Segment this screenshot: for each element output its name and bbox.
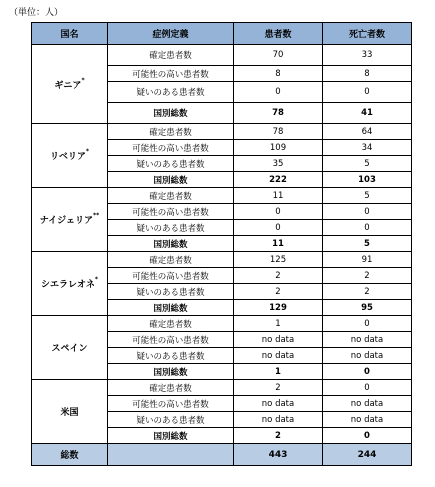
grand-total-row	[32, 444, 412, 466]
definition-cell: 確定患者数	[108, 124, 234, 140]
definition-cell: 可能性の高い患者数	[108, 140, 234, 156]
unit-note: （単位：人）	[9, 8, 64, 18]
country-cell	[32, 45, 108, 124]
header-deaths: 死亡者数	[323, 23, 412, 45]
patients-cell: 0	[234, 204, 323, 220]
definition-cell: 確定患者数	[108, 380, 234, 396]
patients-cell: 125	[234, 252, 323, 268]
total-patients-cell: 129	[234, 300, 323, 316]
total-label-cell: 国別総数	[108, 236, 234, 252]
grand-total-deaths: 244	[323, 444, 412, 466]
deaths-cell: 5	[323, 156, 412, 172]
patients-cell: 2	[234, 284, 323, 300]
country-footnote-mark: *	[81, 76, 85, 84]
table-row	[32, 188, 412, 204]
country-cell	[32, 380, 108, 444]
patients-cell: 11	[234, 188, 323, 204]
table-body	[32, 45, 412, 466]
patients-cell: 78	[234, 124, 323, 140]
definition-cell: 確定患者数	[108, 45, 234, 66]
total-label-cell: 国別総数	[108, 364, 234, 380]
definition-cell: 疑いのある患者数	[108, 412, 234, 428]
country-name: リベリア	[50, 152, 86, 162]
definition-cell: 疑いのある患者数	[108, 284, 234, 300]
deaths-cell: 33	[323, 45, 412, 66]
deaths-cell: 5	[323, 188, 412, 204]
country-name: シエラレオネ	[40, 280, 95, 290]
deaths-cell: no data	[323, 332, 412, 348]
deaths-cell: no data	[323, 348, 412, 364]
total-deaths-cell: 5	[323, 236, 412, 252]
country-footnote-mark: *	[94, 276, 99, 283]
table-row	[32, 380, 412, 396]
total-patients-cell: 11	[234, 236, 323, 252]
header-country: 国名	[32, 23, 108, 45]
deaths-cell: 0	[323, 220, 412, 236]
total-label-cell: 国別総数	[108, 428, 234, 444]
total-label-cell: 国別総数	[108, 300, 234, 316]
deaths-cell: 0	[323, 380, 412, 396]
country-name: ギニア	[54, 80, 82, 91]
definition-cell: 疑いのある患者数	[108, 220, 234, 236]
country-name: ナイジェリア	[39, 216, 93, 226]
patients-cell: 35	[234, 156, 323, 172]
grand-total-label: 総数	[32, 444, 108, 466]
deaths-cell: 2	[323, 284, 412, 300]
deaths-cell: no data	[323, 396, 412, 412]
total-patients-cell: 222	[234, 172, 323, 188]
patients-cell: no data	[234, 332, 323, 348]
definition-cell: 確定患者数	[108, 188, 234, 204]
total-patients-cell: 1	[234, 364, 323, 380]
table-row	[32, 252, 412, 268]
country-footnote-mark: *	[85, 148, 89, 155]
country-cell	[32, 316, 108, 380]
total-deaths-cell: 103	[323, 172, 412, 188]
patients-cell: 109	[234, 140, 323, 156]
deaths-cell: 64	[323, 124, 412, 140]
country-footnote-mark: **	[92, 212, 100, 219]
patients-cell: 70	[234, 45, 323, 66]
definition-cell: 可能性の高い患者数	[108, 396, 234, 412]
deaths-cell: 34	[323, 140, 412, 156]
definition-cell: 疑いのある患者数	[108, 82, 234, 103]
definition-cell: 可能性の高い患者数	[108, 204, 234, 220]
definition-cell: 可能性の高い患者数	[108, 268, 234, 284]
deaths-cell: 8	[323, 66, 412, 82]
header-row	[32, 23, 412, 45]
grand-total-patients: 443	[234, 444, 323, 466]
patients-cell: no data	[234, 348, 323, 364]
table-row	[32, 316, 412, 332]
total-deaths-cell: 95	[323, 300, 412, 316]
total-label-cell: 国別総数	[108, 103, 234, 124]
total-patients-cell: 78	[234, 103, 323, 124]
total-label-cell: 国別総数	[108, 172, 234, 188]
country-name: 米国	[60, 408, 79, 418]
country-name: スペイン	[51, 344, 88, 354]
patients-cell: 8	[234, 66, 323, 82]
definition-cell: 確定患者数	[108, 316, 234, 332]
deaths-cell: 0	[323, 316, 412, 332]
patients-cell: 2	[234, 380, 323, 396]
country-cell	[32, 188, 108, 252]
header-patients: 患者数	[234, 23, 323, 45]
patients-cell: 1	[234, 316, 323, 332]
table-row	[32, 124, 412, 140]
patients-cell: 0	[234, 220, 323, 236]
patients-cell: 2	[234, 268, 323, 284]
total-patients-cell: 2	[234, 428, 323, 444]
definition-cell: 確定患者数	[108, 252, 234, 268]
header-definition: 症例定義	[108, 23, 234, 45]
total-deaths-cell: 0	[323, 428, 412, 444]
deaths-cell: 0	[323, 204, 412, 220]
case-table	[31, 22, 412, 466]
deaths-cell: 91	[323, 252, 412, 268]
table-row	[32, 45, 412, 66]
total-deaths-cell: 0	[323, 364, 412, 380]
patients-cell: no data	[234, 412, 323, 428]
definition-cell: 疑いのある患者数	[108, 348, 234, 364]
definition-cell: 可能性の高い患者数	[108, 332, 234, 348]
patients-cell: 0	[234, 82, 323, 103]
deaths-cell: 0	[323, 82, 412, 103]
definition-cell: 疑いのある患者数	[108, 156, 234, 172]
country-cell	[32, 124, 108, 188]
total-deaths-cell: 41	[323, 103, 412, 124]
patients-cell: no data	[234, 396, 323, 412]
grand-total-spacer	[108, 444, 234, 466]
deaths-cell: 2	[323, 268, 412, 284]
country-cell	[32, 252, 108, 316]
definition-cell: 可能性の高い患者数	[108, 66, 234, 82]
deaths-cell: no data	[323, 412, 412, 428]
